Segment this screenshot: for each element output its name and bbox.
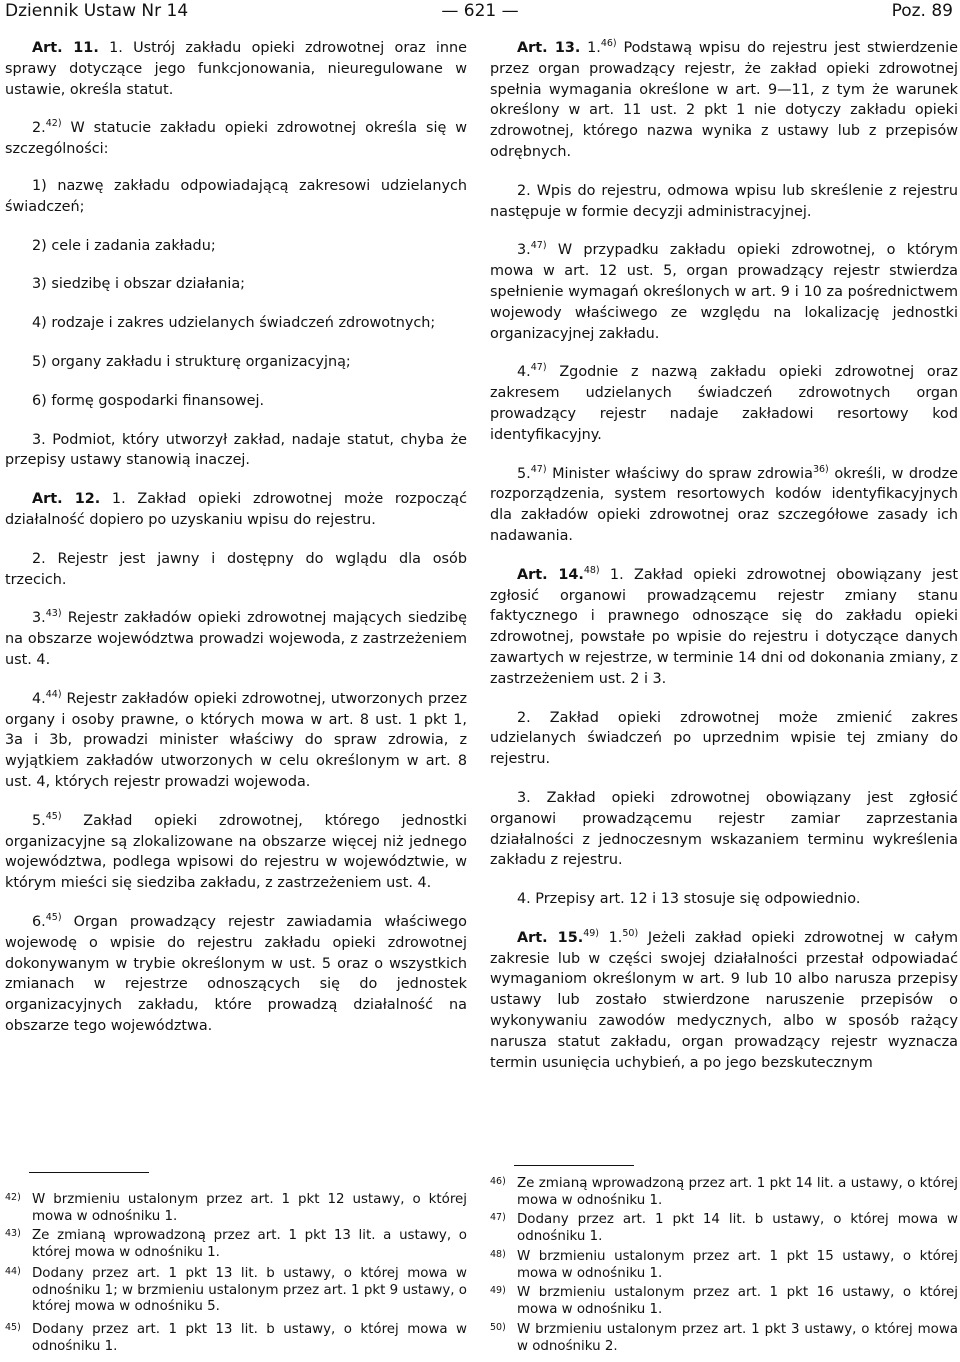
footnote-45 bbox=[5, 1322, 467, 1355]
left-column bbox=[5, 38, 467, 1055]
footnote-ref-45: 45) bbox=[45, 911, 62, 923]
footnote-divider bbox=[514, 1165, 634, 1166]
footnote-ref-47: 47) bbox=[530, 463, 547, 475]
art11-label: Art. 11. bbox=[32, 40, 99, 56]
art13-par4-num: 4. bbox=[517, 364, 531, 381]
footnote-text: W brzmieniu ustalonym przez art. 1 pkt 3 ustawy, o której mowa w odnośniku 2. bbox=[517, 1322, 958, 1354]
footnote-ref-43: 43) bbox=[45, 608, 62, 620]
footnote-50 bbox=[490, 1322, 958, 1355]
art13-par4 bbox=[490, 362, 958, 445]
art13-par1 bbox=[490, 38, 958, 163]
art11-par3: 3. Podmiot, który utworzył zakład, nadaje statut, chyba że przepisy ustawy stanowią inaczej. bbox=[5, 431, 467, 469]
art12-par3-text: Rejestr zakładów opieki zdrowotnej mających siedzibę na obszarze województwa prowadzi wojewoda, z zastrzeżeniem ust. 4. bbox=[5, 610, 467, 668]
page-header bbox=[0, 0, 960, 28]
art12-label: Art. 12. bbox=[32, 491, 101, 508]
footnote-text: W brzmieniu ustalonym przez art. 1 pkt 15 ustawy, o której mowa w odnośniku 1. bbox=[517, 1249, 958, 1281]
footnote-number: 42) bbox=[5, 1192, 21, 1203]
footnote-48 bbox=[490, 1249, 958, 1282]
list-item: 6) formę gospodarki finansowej. bbox=[32, 392, 265, 409]
art13-par2: 2. Wpis do rejestru, odmowa wpisu lub skreślenie z rejestru następuje w formie decyzji administracyjnej. bbox=[490, 182, 958, 220]
art14-par3: 3. Zakład opieki zdrowotnej obowiązany jest zgłosić organowi prowadzącemu rejestr zamiar zaprzestania działalności z jednoczesnym wskazaniem terminu wykreślenia zakładu z rejestru. bbox=[490, 789, 958, 869]
list-item: 3) siedzibę i obszar działania; bbox=[32, 276, 246, 293]
footnote-number: 48) bbox=[490, 1249, 506, 1260]
art11-par2-num: 2. bbox=[32, 120, 46, 137]
list-item: 2) cele i zadania zakładu; bbox=[32, 237, 216, 254]
footnote-number: 43) bbox=[5, 1228, 21, 1239]
footnote-text: W brzmieniu ustalonym przez art. 1 pkt 16 ustawy, o której mowa w odnośniku 1. bbox=[517, 1285, 958, 1317]
footnote-46 bbox=[490, 1176, 958, 1209]
art14-par1-text: 1. Zakład opieki zdrowotnej obowiązany jest zgłosić organowi prowadzącemu rejestr zmiany stanu faktycznego i prawnego odnoszące się do zakładu opieki zdrowotnej, powstałe po wpisie do rejestru i dotyczące danych zawartych w rejestrze, w terminie 14 dni od dokonania zmiany, z zastrzeżeniem ust. 2 i 3. bbox=[490, 566, 958, 687]
art12-par5-text: Zakład opieki zdrowotnej, którego jednostki organizacyjne są zlokalizowane na obszarze więcej niż jednego województwa, podlega wpisowi do rejestru w województwie, w którym mieści się siedziba zakładu, z zastrzeżeniem ust. 4. bbox=[5, 812, 467, 892]
footnote-text: W brzmieniu ustalonym przez art. 1 pkt 12 ustawy, o której mowa w odnośniku 1. bbox=[32, 1192, 467, 1224]
footnote-divider bbox=[29, 1172, 149, 1173]
footnote-number: 44) bbox=[5, 1266, 21, 1277]
footnote-text: Ze zmianą wprowadzoną przez art. 1 pkt 13 lit. a ustawy, o której mowa w odnośniku 1. bbox=[32, 1228, 467, 1260]
footnote-ref-36: 36) bbox=[812, 463, 829, 475]
footnote-ref-47: 47) bbox=[530, 240, 547, 252]
art12-par5 bbox=[5, 811, 467, 894]
footnote-ref-42: 42) bbox=[45, 118, 62, 130]
footnote-ref-46: 46) bbox=[600, 38, 617, 49]
art13-par5-text-cont: określi, w drodze rozporządzenia, system resortowych kodów identyfikacyjnych dla zakładów opieki zdrowotnej oraz szczegółowe zasady ich nadawania. bbox=[490, 465, 958, 544]
footnote-text: Ze zmianą wprowadzoną przez art. 1 pkt 14 lit. a ustawy, o której mowa w odnośniku 1. bbox=[517, 1176, 958, 1208]
footnote-ref-49: 49) bbox=[583, 927, 599, 939]
art13-par5-num: 5. bbox=[517, 465, 531, 482]
art13-par1-num: 1. bbox=[580, 40, 601, 56]
footnote-number: 47) bbox=[490, 1212, 506, 1223]
footnote-ref-50: 50) bbox=[622, 927, 639, 939]
journal-title: Dziennik Ustaw Nr 14 bbox=[5, 1, 189, 21]
art12-par1-text: 1. Zakład opieki zdrowotnej może rozpocząć działalność dopiero po uzyskaniu wpisu do rejestru. bbox=[5, 491, 467, 528]
footnote-text: Dodany przez art. 1 pkt 13 lit. b ustawy, o której mowa w odnośniku 1. bbox=[32, 1322, 467, 1354]
art13-label: Art. 13. bbox=[517, 40, 581, 56]
list-item: 4) rodzaje i zakres udzielanych świadczeń zdrowotnych; bbox=[32, 315, 436, 332]
art12-par1 bbox=[5, 489, 467, 531]
art13-par1-text: Podstawą wpisu do rejestru jest stwierdzenie przez organ prowadzący rejestr, że zakład opieki zdrowotnej spełnia wymagania określone w art. 9—11, z tym że warunek określony w art. 11 ust. 2 pkt 1 nie dotyczy zakładu opieki zdrowotnej, którego nazwa wynika z ustawy lub z przepisów odrębnych. bbox=[490, 40, 958, 160]
art15-label: Art. 15. bbox=[517, 929, 584, 946]
art12-par3 bbox=[5, 608, 467, 670]
footnote-number: 49) bbox=[490, 1285, 506, 1296]
position-number: Poz. 89 bbox=[891, 1, 953, 21]
list-item: 1) nazwę zakładu odpowiadającą zakresowi udzielanych świadczeń; bbox=[5, 177, 467, 215]
footnote-ref-48: 48) bbox=[583, 564, 600, 576]
art12-par6 bbox=[5, 912, 467, 1037]
art14-par2: 2. Zakład opieki zdrowotnej może zmienić zakres udzielanych świadczeń po uprzednim wpisie tej zmiany do rejestru. bbox=[490, 709, 958, 768]
art11-par2 bbox=[5, 118, 467, 160]
footnote-text: Dodany przez art. 1 pkt 14 lit. b ustawy, o której mowa w odnośniku 1. bbox=[517, 1212, 958, 1244]
art12-par6-num: 6. bbox=[32, 913, 46, 930]
footnote-ref-45: 45) bbox=[45, 810, 62, 822]
art12-par6-text: Organ prowadzący rejestr zawiadamia właściwego wojewodę o wpisie do rejestru zakładu opieki zdrowotnej dokonywanym w trybie określonym w ust. 5 oraz o wszystkich zmianach w rejestrze odnoszących się do jednostek organizacyjnych zakładu, które prowadzą działalność na obszarze tego województwa. bbox=[5, 913, 467, 1034]
art15-par1-text: Jeżeli zakład opieki zdrowotnej w całym zakresie lub w części swojej działalności przestał odpowiadać wymaganiom określonym w art. 9 lub 10 albo narusza przepisy ustawy lub zostało stwierdzone naruszenie przepisów o wykonywaniu zawodów medycznych, albo w sposób rażący narusza statut zakładu, organ prowadzący rejestr wyznacza termin usunięcia uchybień, a po jego bezskutecznym bbox=[490, 929, 958, 1071]
page-number: — 621 — bbox=[441, 1, 519, 21]
art11-par2-text: W statucie zakładu opieki zdrowotnej określa się w szczególności: bbox=[5, 120, 467, 158]
art11-par1 bbox=[5, 38, 467, 100]
art14-par4: 4. Przepisy art. 12 i 13 stosuje się odpowiednio. bbox=[517, 891, 861, 908]
footnote-text: Dodany przez art. 1 pkt 13 lit. b ustawy, o której mowa w odnośniku 1; w brzmieniu ustalonym przez art. 1 pkt 9 ustawy, o której mowa w odnośniku 5. bbox=[32, 1266, 467, 1314]
art15-par1-num: 1. bbox=[598, 929, 623, 946]
footnote-47 bbox=[490, 1212, 958, 1245]
right-column bbox=[490, 38, 958, 1091]
art15-par1 bbox=[490, 928, 958, 1074]
art13-par3-text: W przypadku zakładu opieki zdrowotnej, o którym mowa w art. 12 ust. 5, organ prowadzący rejestr stwierdza spełnienie wymagań określonych w art. 9 i 10 za pośrednictwem wojewody właściwego ze względu na lokalizację jednostki organizacyjnej zakładu. bbox=[490, 242, 958, 342]
art12-par4 bbox=[5, 689, 467, 793]
art12-par4-text: Rejestr zakładów opieki zdrowotnej, utworzonych przez organy i osoby prawne, o których mowa w art. 8 ust. 1 pkt 1, 3a i 3b, prowadzi minister właściwy do spraw zdrowia, z wyjątkiem zakładów utworzonych w celu określonym w art. 8 ust. 4, których rejestr prowadzi wojewoda. bbox=[5, 690, 467, 790]
footnote-43 bbox=[5, 1228, 467, 1261]
art13-par3 bbox=[490, 240, 958, 344]
footnote-number: 50) bbox=[490, 1322, 506, 1333]
art12-par5-num: 5. bbox=[32, 812, 46, 829]
art13-par3-num: 3. bbox=[517, 242, 531, 259]
footnote-number: 46) bbox=[490, 1176, 506, 1187]
art13-par5 bbox=[490, 464, 958, 547]
footnote-42 bbox=[5, 1192, 467, 1225]
footnote-ref-47: 47) bbox=[530, 362, 547, 374]
footnote-number: 45) bbox=[5, 1322, 21, 1333]
art13-par4-text: Zgodnie z nazwą zakładu opieki zdrowotnej oraz zakresem udzielanych świadczeń zdrowotnych organ prowadzący rejestr nadaje zakładowi resortowy kod identyfikacyjny. bbox=[490, 364, 958, 443]
footnote-44 bbox=[5, 1266, 467, 1316]
art13-par5-text: Minister właściwy do spraw zdrowia bbox=[546, 465, 813, 482]
art14-label: Art. 14. bbox=[517, 566, 584, 583]
list-item: 5) organy zakładu i strukturę organizacyjną; bbox=[32, 353, 351, 370]
art12-par3-num: 3. bbox=[32, 610, 46, 627]
footnote-ref-44: 44) bbox=[45, 688, 62, 700]
art14-par1 bbox=[490, 565, 958, 690]
footnote-49 bbox=[490, 1285, 958, 1318]
art12-par4-num: 4. bbox=[32, 690, 46, 707]
art12-par2: 2. Rejestr jest jawny i dostępny do wglądu dla osób trzecich. bbox=[5, 550, 467, 588]
art11-par1-text: 1. Ustrój zakładu opieki zdrowotnej oraz inne sprawy dotyczące jego funkcjonowania, nieuregulowane w ustawie, określa statut. bbox=[5, 40, 467, 98]
